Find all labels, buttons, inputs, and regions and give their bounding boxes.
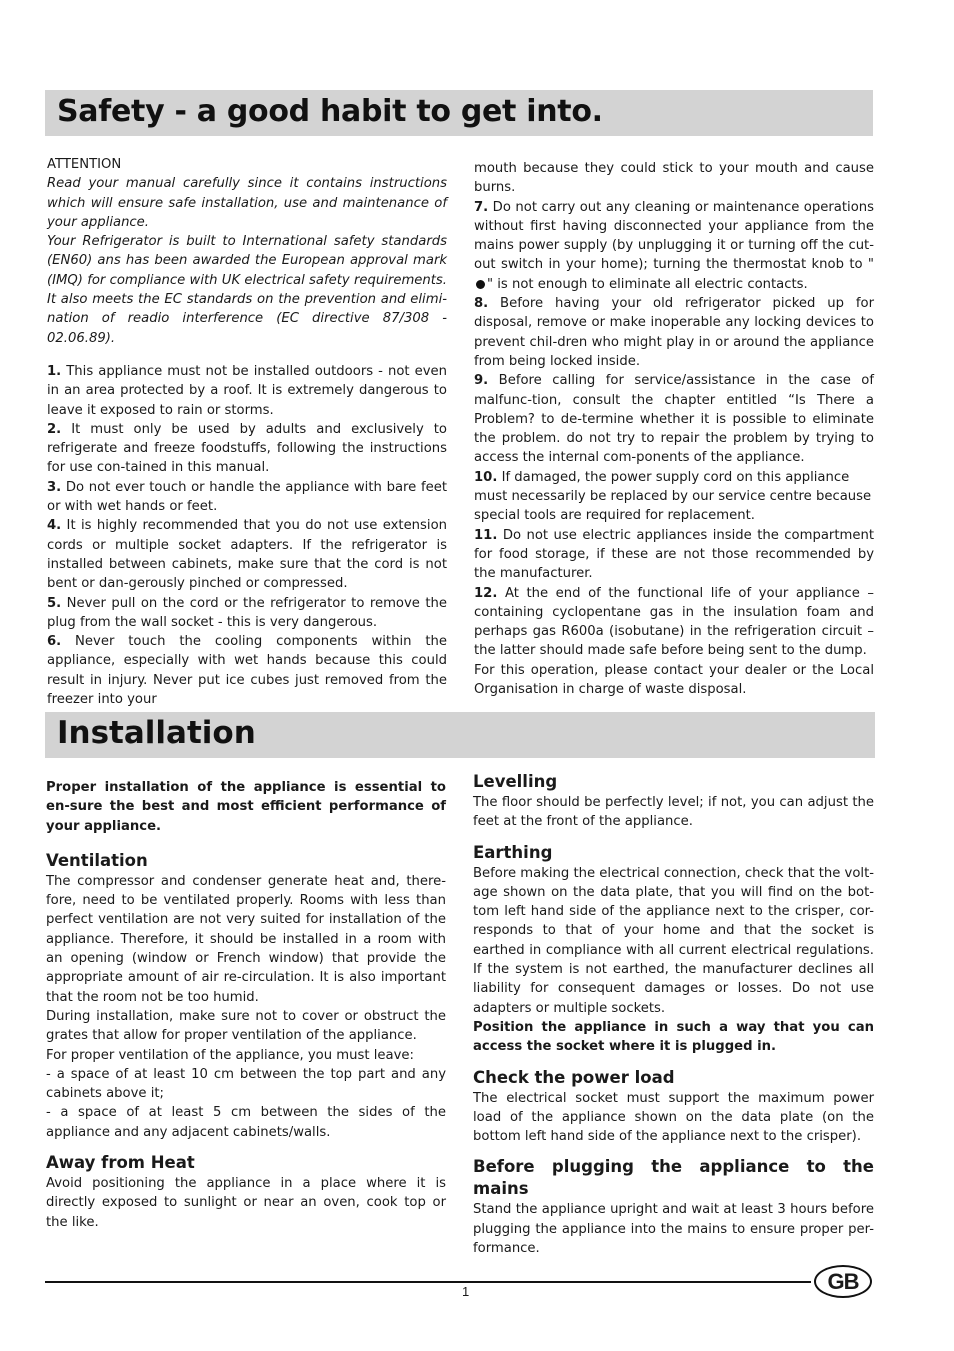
page-number: 1 xyxy=(462,1284,470,1299)
ventilation-paragraph-4: - a space of at least 10 cm between the top part and any cabinets above it; xyxy=(46,1066,446,1102)
heat-text: Avoid positioning the appliance in a place where it is directly exposed to sunlight or near an oven, cook top or the like. xyxy=(46,1176,446,1230)
safety-item-6-continued: mouth because they could stick to your mouth and cause burns. xyxy=(474,161,874,196)
installation-banner xyxy=(45,712,875,758)
safety-item-7: 7. Do not carry out any cleaning or maintenance operations without first having disconnected your appliance from the mains power supply (by unplugging it or turning off the cut-out switch in your home); turning the thermostat knob to "" is not enough to eliminate all electric contacts. xyxy=(474,199,874,292)
safety-item-4: 4. It is highly recommended that you do not use extension cords or multiple socket adapters. If the refrigerator is installed between cabinets, make sure that the cord is not bent or dan-gerously pinched or compressed. xyxy=(47,518,447,592)
levelling-text: The floor should be perfectly level; if not, you can adjust the feet at the front of the appliance. xyxy=(473,795,874,830)
safety-banner xyxy=(45,90,873,136)
installation-title: Installation xyxy=(57,715,256,751)
safety-item-8: 8. Before having your old refrigerator picked up for disposal, remove or make inoperable any locking devices to prevent chil-dren who might play in or around the appliance from being locked inside. xyxy=(474,296,874,369)
earthing-heading: Earthing xyxy=(473,842,553,862)
ventilation-paragraph-2: During installation, make sure not to cover or obstruct the grates that allow for proper ventilation of the appliance. xyxy=(46,1008,446,1044)
installation-lead: Proper installation of the appliance is essential to en-sure the best and most efficient performance of your appliance. xyxy=(46,780,446,834)
ventilation-heading: Ventilation xyxy=(46,850,148,870)
gb-language-badge: GB xyxy=(814,1265,872,1298)
thermostat-dot-icon xyxy=(476,280,485,289)
attention-label: ATTENTION xyxy=(47,157,122,172)
safety-closing: For this operation, please contact your dealer or the Local Organisation in charge of waste disposal. xyxy=(474,662,874,698)
safety-item-2: 2. It must only be used by adults and exclusively to refrigerate and freeze foodstuffs, following the instructions for use con-tained in this manual. xyxy=(47,421,447,476)
ventilation-paragraph-3: For proper ventilation of the appliance, you must leave: xyxy=(46,1047,414,1063)
safety-item-3: 3. Do not ever touch or handle the appliance with bare feet or with wet hands or feet. xyxy=(47,479,447,515)
installation-right-column xyxy=(473,771,874,1258)
safety-title: Safety - a good habit to get into. xyxy=(57,94,603,129)
safety-item-10: 10. If damaged, the power supply cord on this appliance must necessarily be replaced by our service centre because special tools are required for replacement. xyxy=(474,469,872,524)
safety-item-12: 12. At the end of the functional life of your appliance – containing cyclopentane gas in the insulation foam and perhaps gas R600a (isobutane) in the refrigeration circuit – the latter should made safe before being sent to the dump. xyxy=(474,585,874,659)
safety-item-9: 9. Before calling for service/assistance in the case of malfunc-tion, consult the chapter entitled “Is There a Problem? to de-termine whether it is possible to eliminate the problem. do not try to repair the problem by trying to access the internal com-ponents of the appliance. xyxy=(474,373,874,466)
safety-intro-2: Your Refrigerator is built to International safety standards (EN60) ans has been awarded the European approval mark (IMQ) for compliance with UK electrical safety requirements. It also meets the EC standards on the prevention and elimi-nation of readio interference (EC directive 87/308 - 02.06.89). xyxy=(47,234,447,346)
power-load-heading: Check the power load xyxy=(473,1067,675,1087)
safety-item-5: 5. Never pull on the cord or the refrigerator to remove the plug from the wall socket - this is very dangerous. xyxy=(47,595,447,630)
plugging-heading: Before plugging the appliance to the mains xyxy=(473,1157,874,1199)
earthing-bold-note: Position the appliance in such a way that you can access the socket where it is plugged in. xyxy=(473,1019,874,1055)
plugging-text: Stand the appliance upright and wait at least 3 hours before plugging the appliance into the mains to ensure proper per-formance. xyxy=(473,1202,874,1257)
ventilation-paragraph-1: The compressor and condenser generate heat and, there-fore, need to be ventilated properly. Rooms with less than perfect ventilation are not very suited for installation of the appliance. Therefore, it should be installed in a room with an opening (window or French window) that provide the appropriate amount of air re-circulation. It is also important that the room not be too humid. xyxy=(46,873,446,1005)
safety-item-11: 11. Do not use electric appliances inside the compartment for food storage, if these are not those recommended by the manufacturer. xyxy=(474,527,874,582)
installation-left-column xyxy=(46,778,446,1232)
footer-rule xyxy=(45,1281,811,1283)
heat-heading: Away from Heat xyxy=(46,1153,195,1173)
safety-left-column xyxy=(47,155,447,709)
safety-item-6: 6. Never touch the cooling components within the appliance, especially with wet hands because this could result in injury. Never put ice cubes just removed from the freezer into your xyxy=(47,634,447,708)
power-load-text: The electrical socket must support the maximum power load of the appliance shown on the data plate (on the bottom left hand side of the appliance next to the crisper). xyxy=(473,1090,874,1145)
levelling-heading: Levelling xyxy=(473,772,558,791)
safety-intro-1: Read your manual carefully since it contains instructions which will ensure safe installation, use and maintenance of your appliance. xyxy=(47,176,447,230)
ventilation-paragraph-5: - a space of at least 5 cm between the sides of the appliance and any adjacent cabinets/walls. xyxy=(46,1105,446,1140)
earthing-text: Before making the electrical connection, check that the volt-age shown on the data plate, that you will find on the bot-tom left hand side of the appliance next to the crisper, cor-responds to that of your home and that the socket is earthed in compliance with all current electrical regulations. If the system is not earthed, the manufacturer declines all liability for consequent damages or losses. Do not use adapters or multiple sockets. xyxy=(473,865,874,1016)
safety-right-column xyxy=(474,159,874,699)
safety-item-1: 1. This appliance must not be installed outdoors - not even in an area protected by a roof. It is extremely dangerous to leave it exposed to rain or storms. xyxy=(47,363,447,418)
